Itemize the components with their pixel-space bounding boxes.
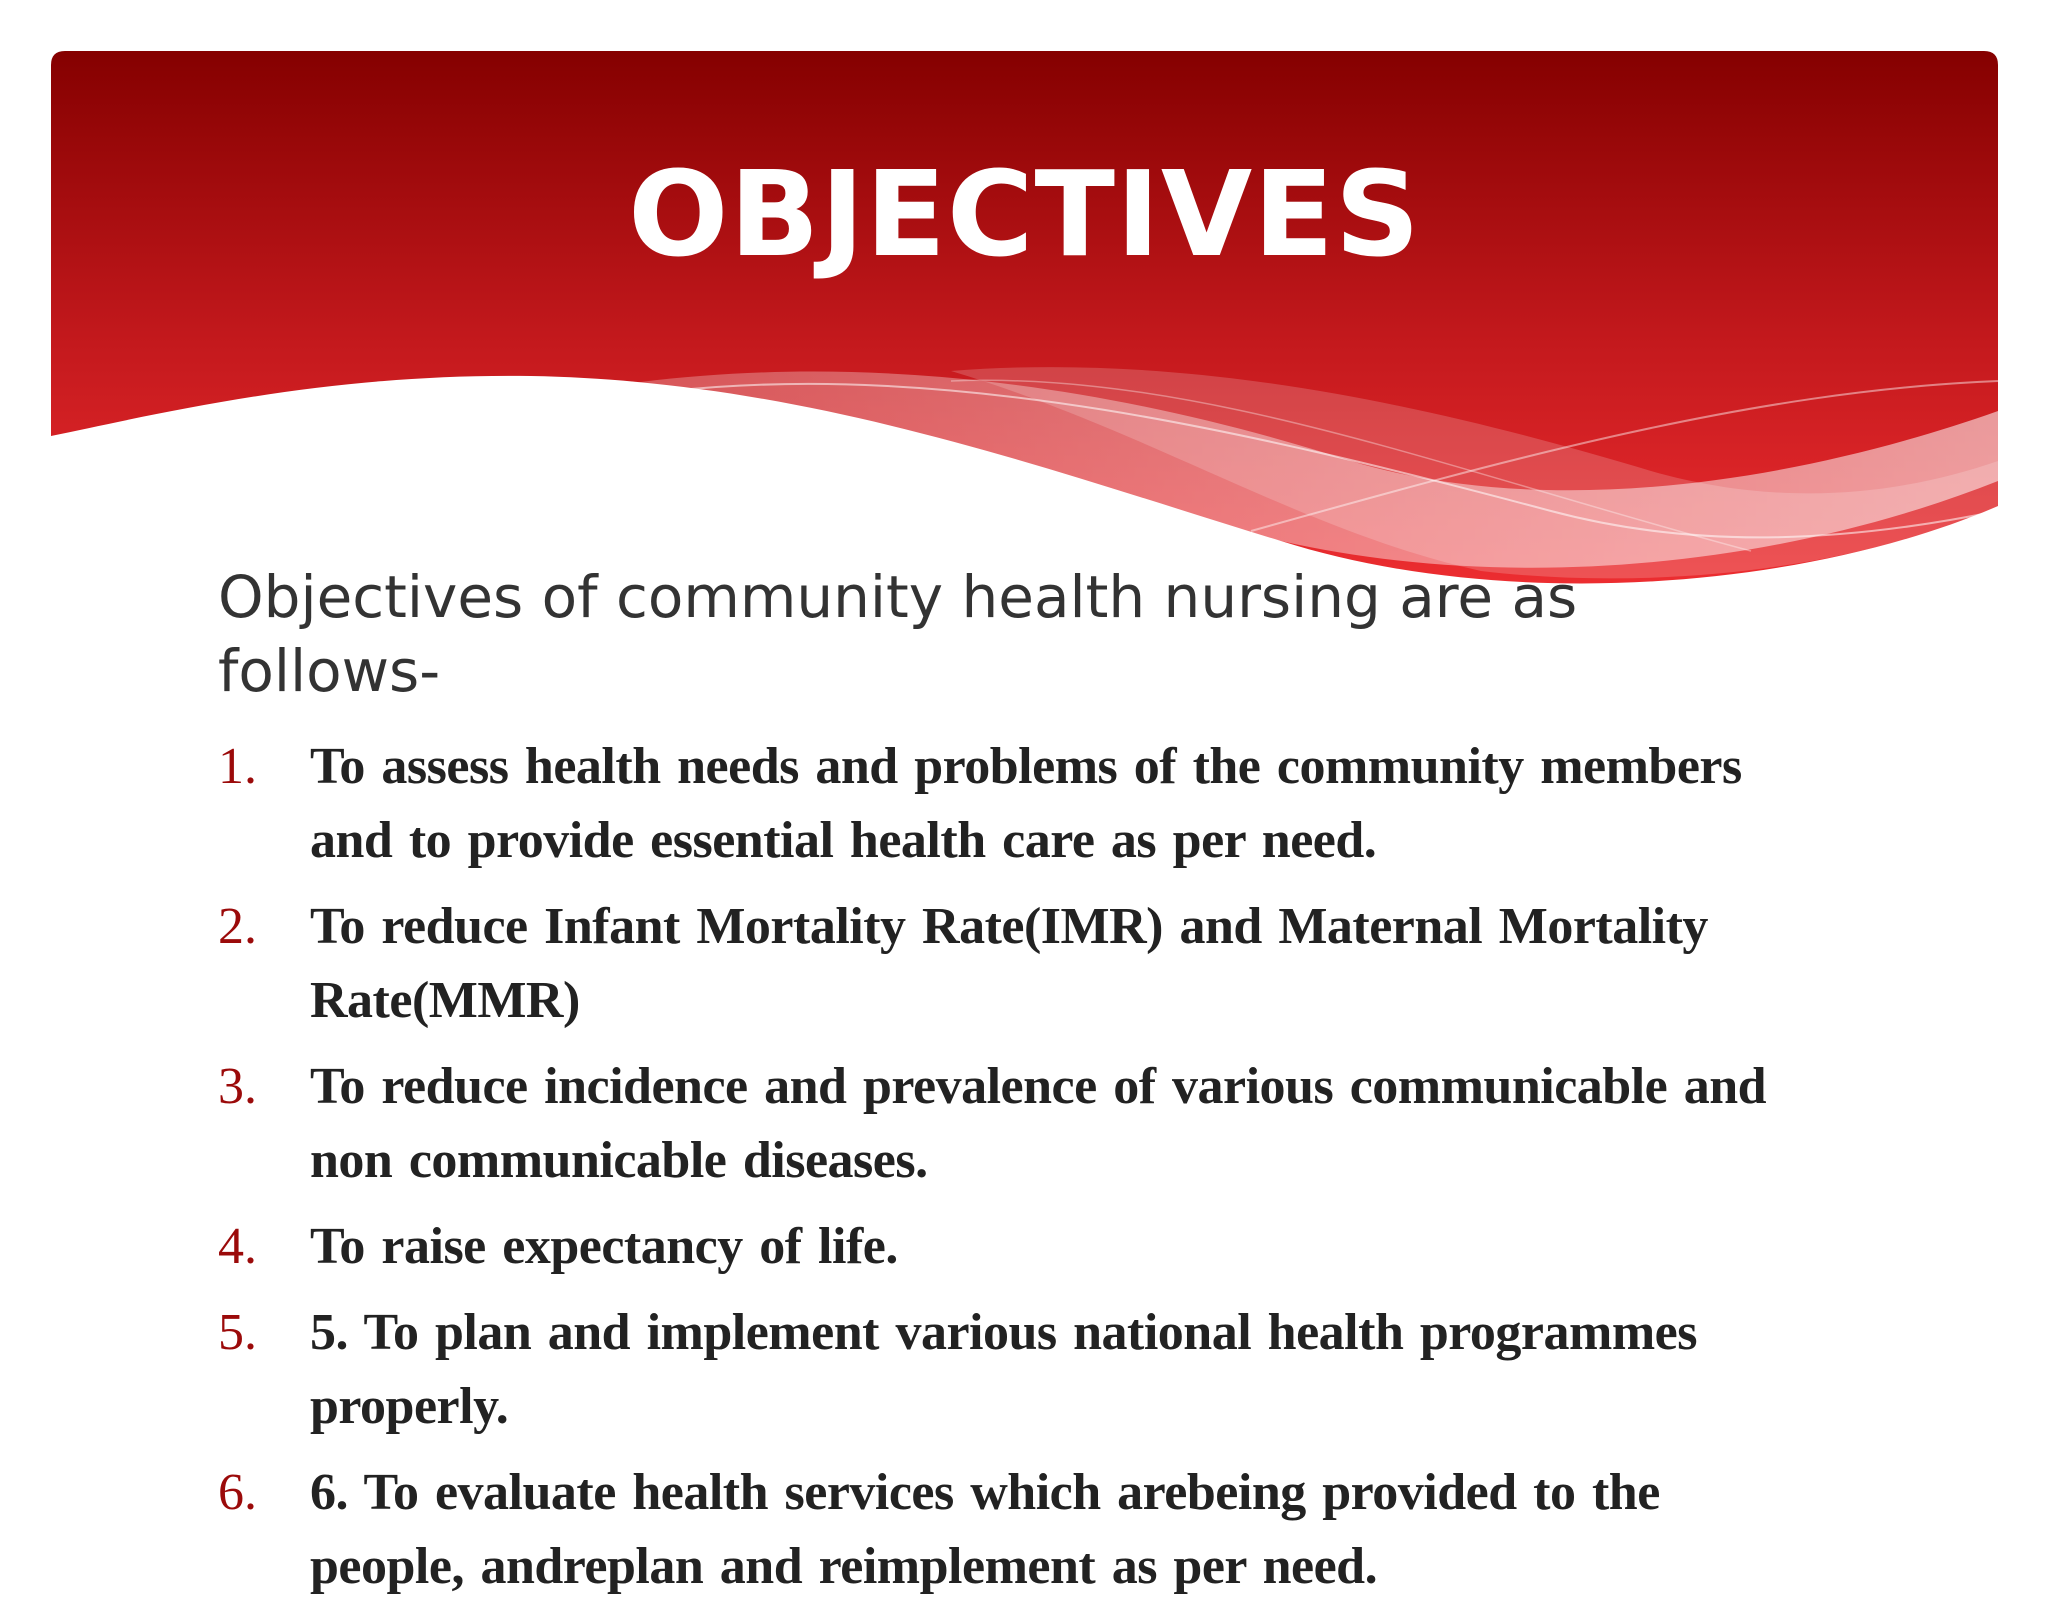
objective-text: 6. To evaluate health services which arebeing provided to the people, andreplan and reimplement as per need. — [310, 1464, 1660, 1595]
slide-title: OBJECTIVES — [628, 145, 1421, 283]
objective-item — [218, 730, 1798, 878]
header-banner — [51, 51, 1998, 576]
objective-number: 4. — [218, 1218, 257, 1275]
wave-banner-graphic — [51, 51, 1998, 576]
objectives-list — [218, 730, 1798, 1604]
objective-item — [218, 1456, 1798, 1604]
objective-item — [218, 1050, 1798, 1198]
objective-number: 6. — [218, 1464, 257, 1521]
objective-text: To reduce incidence and prevalence of various communicable and non communicable diseases. — [310, 1058, 1767, 1189]
objective-number: 3. — [218, 1058, 257, 1115]
objective-text: To assess health needs and problems of the community members and to provide essential health care as per need. — [310, 738, 1742, 869]
objective-number: 5. — [218, 1304, 257, 1361]
objective-number: 1. — [218, 738, 257, 795]
objective-text: To reduce Infant Mortality Rate(IMR) and Maternal Mortality Rate(MMR) — [310, 898, 1708, 1029]
objective-number: 2. — [218, 898, 257, 955]
objective-item — [218, 1210, 1798, 1284]
intro-text: Objectives of community health nursing are as follows- — [218, 563, 1578, 705]
slide-body — [218, 560, 1798, 1616]
objective-text: 5. To plan and implement various national health programmes properly. — [310, 1304, 1697, 1435]
objective-item — [218, 890, 1798, 1038]
objective-item — [218, 1296, 1798, 1444]
objective-text: To raise expectancy of life. — [310, 1218, 898, 1275]
